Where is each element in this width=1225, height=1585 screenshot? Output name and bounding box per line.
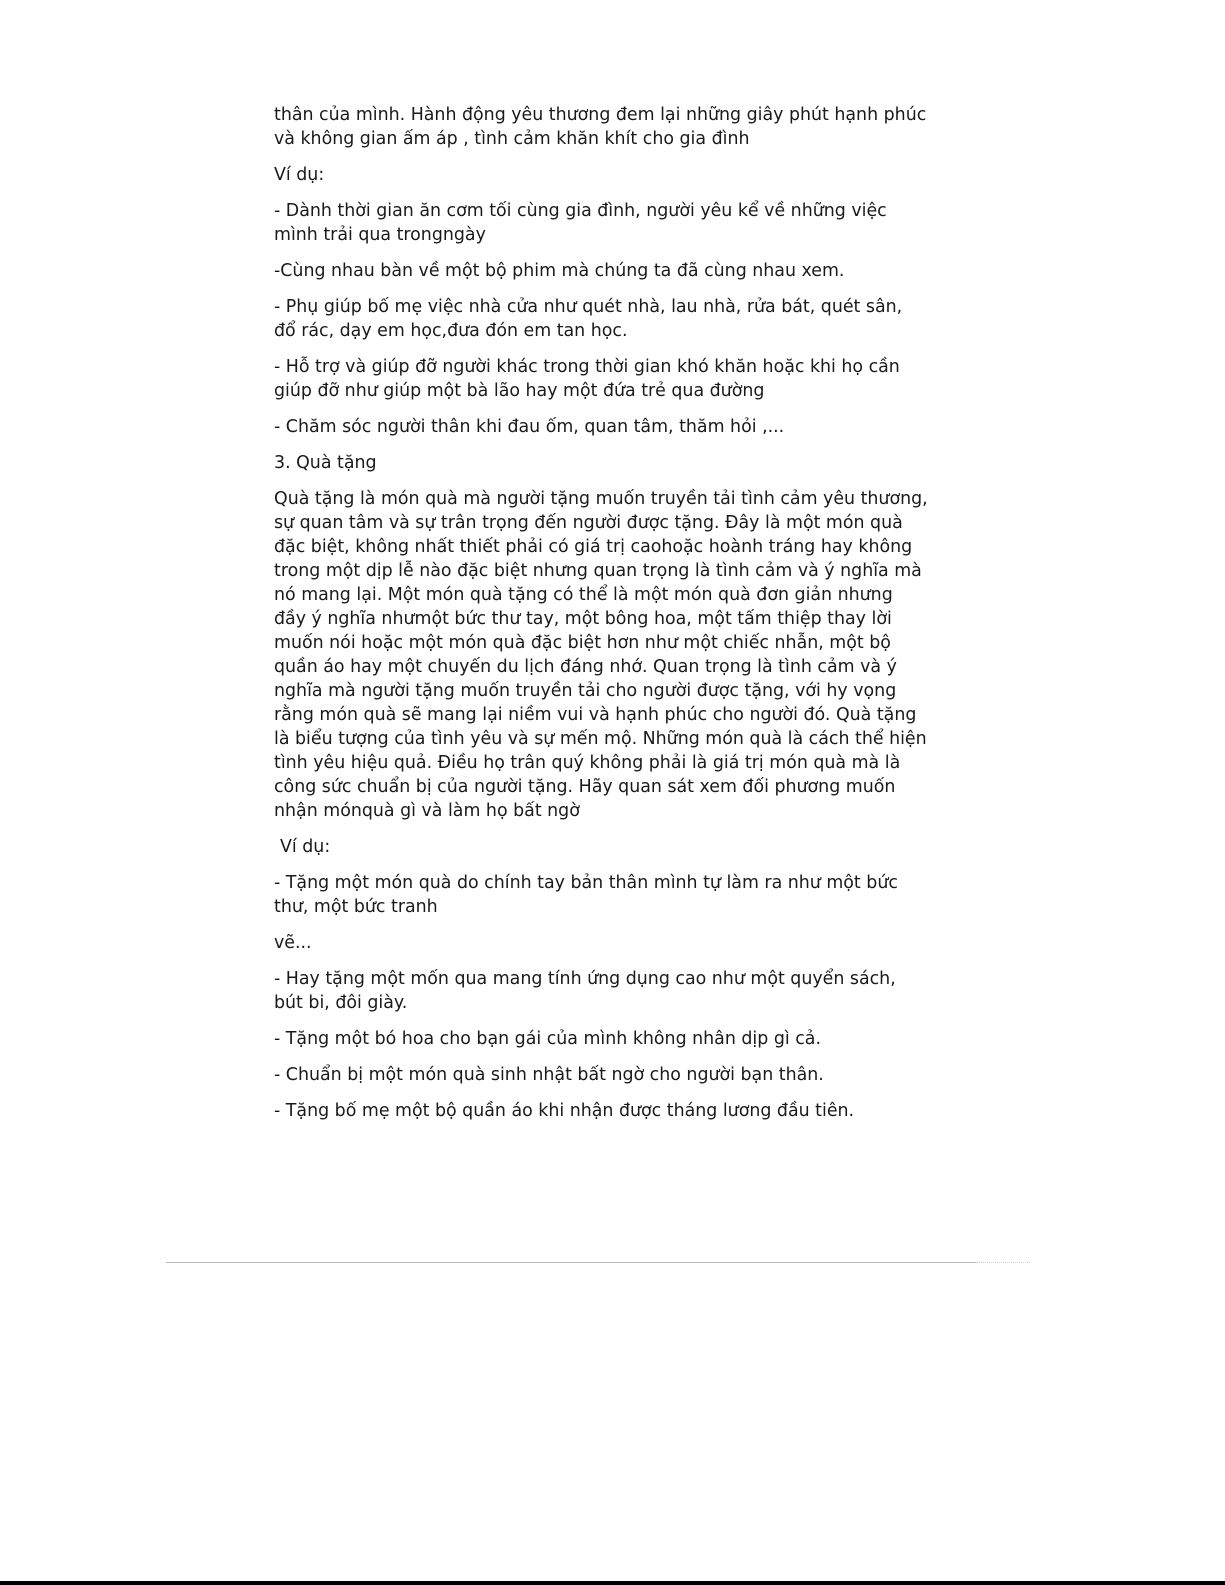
- bottom-edge: [0, 1581, 1225, 1585]
- text-line: -Cùng nhau bàn về một bộ phim mà chúng ta đã cùng nhau xem.: [274, 261, 845, 281]
- text-line: giúp đỡ như giúp một bà lão hay một đứa trẻ qua đường: [274, 381, 765, 401]
- text-line: nhận mónquà gì và làm họ bất ngờ: [274, 801, 580, 821]
- text-line: - Hỗ trợ và giúp đỡ người khác trong thời gian khó khăn hoặc khi họ cần: [274, 357, 900, 377]
- text-line: mình trải qua trongngày: [274, 225, 486, 245]
- paragraph: [274, 355, 964, 403]
- text-line: đổ rác, dạy em học,đưa đón em tan học.: [274, 321, 628, 341]
- paragraph: [274, 103, 964, 151]
- text-line: - Tặng bố mẹ một bộ quần áo khi nhận được tháng lương đầu tiên.: [274, 1101, 855, 1121]
- text-line: đặc biệt, không nhất thiết phải có giá trị caohoặc hoành tráng hay không: [274, 537, 913, 557]
- text-line: công sức chuẩn bị của người tặng. Hãy quan sát xem đối phương muốn: [274, 777, 896, 797]
- document-body: [274, 103, 964, 1135]
- text-line: là biểu tượng của tình yêu và sự mến mộ. Những món quà là cách thể hiện: [274, 729, 927, 749]
- text-line: - Hay tặng một mốn qua mang tính ứng dụng cao như một quyển sách,: [274, 969, 896, 989]
- text-line: muốn nói hoặc một món quà đặc biệt hơn như một chiếc nhẫn, một bộ: [274, 633, 891, 653]
- paragraph: [274, 835, 964, 859]
- paragraph: [274, 295, 964, 343]
- text-line: tình yêu hiệu quả. Điều họ trân quý không phải là giá trị món quà mà là: [274, 753, 901, 773]
- text-line: - Phụ giúp bố mẹ việc nhà cửa như quét nhà, lau nhà, rửa bát, quét sân,: [274, 297, 903, 317]
- paragraph: [274, 871, 964, 919]
- text-line: bút bi, đôi giày.: [274, 993, 408, 1013]
- paragraph: [274, 199, 964, 247]
- text-line: sự quan tâm và sự trân trọng đến người được tặng. Đây là một món quà: [274, 513, 903, 533]
- text-line: nghĩa mà người tặng muốn truyền tải cho người được tặng, với hy vọng: [274, 681, 897, 701]
- text-line: và không gian ấm áp , tình cảm khăn khít cho gia đình: [274, 129, 750, 149]
- text-line: Quà tặng là món quà mà người tặng muốn truyền tải tình cảm yêu thương,: [274, 489, 928, 509]
- text-line: rằng món quà sẽ mang lại niềm vui và hạnh phúc cho người đó. Quà tặng: [274, 705, 917, 725]
- text-line: - Chuẩn bị một món quà sinh nhật bất ngờ cho người bạn thân.: [274, 1065, 824, 1085]
- paragraph: [274, 163, 964, 187]
- paragraph: [274, 415, 964, 439]
- text-line: Ví dụ:: [274, 165, 325, 185]
- text-line: - Tặng một bó hoa cho bạn gái của mình không nhân dịp gì cả.: [274, 1029, 821, 1049]
- paragraph: [274, 259, 964, 283]
- text-line: quần áo hay một chuyến du lịch đáng nhớ. Quan trọng là tình cảm và ý: [274, 657, 897, 677]
- text-line: Ví dụ:: [280, 837, 331, 857]
- text-line: 3. Quà tặng: [274, 453, 377, 473]
- text-line: - Dành thời gian ăn cơm tối cùng gia đình, người yêu kể về những việc: [274, 201, 887, 221]
- paragraph: [274, 1063, 964, 1087]
- paragraph: [274, 931, 964, 955]
- text-line: thân của mình. Hành động yêu thương đem lại những giây phút hạnh phúc: [274, 105, 927, 125]
- paragraph: [274, 1099, 964, 1123]
- text-line: thư, một bức tranh: [274, 897, 438, 917]
- text-line: - Tặng một món quà do chính tay bản thân mình tự làm ra như một bức: [274, 873, 898, 893]
- text-line: đầy ý nghĩa nhưmột bức thư tay, một bông hoa, một tấm thiệp thay lời: [274, 609, 892, 629]
- paragraph: [274, 967, 964, 1015]
- paragraph: [274, 487, 964, 823]
- text-line: nó mang lại. Một món quà tặng có thể là một món quà đơn giản nhưng: [274, 585, 893, 605]
- page-divider-dots: [976, 1262, 1030, 1263]
- page-divider: [166, 1262, 976, 1263]
- text-line: - Chăm sóc người thân khi đau ốm, quan tâm, thăm hỏi ,...: [274, 417, 785, 437]
- text-line: vẽ...: [274, 933, 312, 953]
- paragraph: [274, 1027, 964, 1051]
- paragraph: [274, 451, 964, 475]
- text-line: trong một dịp lễ nào đặc biệt nhưng quan trọng là tình cảm và ý nghĩa mà: [274, 561, 922, 581]
